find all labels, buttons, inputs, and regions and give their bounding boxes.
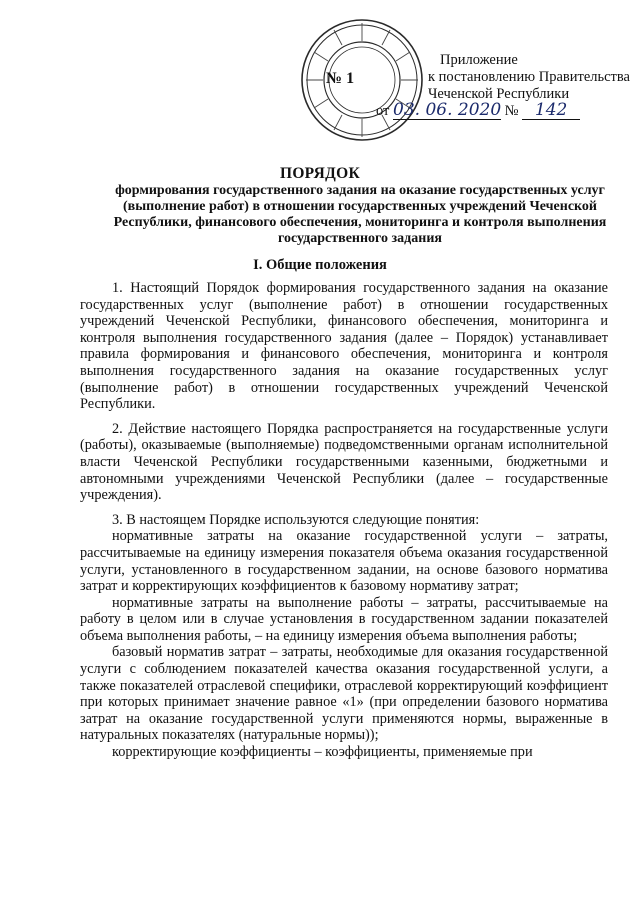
seal-icon [300, 18, 424, 142]
definition-2: нормативные затраты на выполнение работы – затраты, рассчитываемые на работу в целом или в случае установления в государственном задании показателей объема выполнения работы, – на единицу измерения объема выполнения работы; [80, 594, 608, 644]
date-number-row [376, 102, 580, 120]
appendix-block [376, 52, 630, 120]
appendix-line-2: к постановлению Правительства [428, 69, 630, 85]
official-seal [300, 18, 424, 142]
appendix-line-3: Чеченской Республики [428, 86, 570, 102]
section-title: I. Общие положения [253, 257, 387, 273]
handwritten-date: 03. 06. 2020 [393, 100, 502, 120]
from-label: от [376, 103, 390, 119]
definition-1: нормативные затраты на оказание государственной услуги – затраты, рассчитываемые на единицу измерения показателя объема оказания государственной услуги, установленного в государственном задании, на основе базового норматива затрат и корректирующих коэффициентов к базовому нормативу затрат; [80, 528, 608, 595]
paragraph-2: 2. Действие настоящего Порядка распространяется на государственные услуги (работы), оказываемые (выполняемые) подведомственными органам исполнительной власти Чеченской Республики государственными казенными, бюджетными и автономными учреждениями Чеченской Республики (далее – государственные учреждения). [80, 420, 608, 504]
paragraph-1: 1. Настоящий Порядок формирования государственного задания на оказание государственных услуг (выполнение работ) в отношении государственных учреждений Чеченской Республики, финансового обеспечения, мониторинга и контроля выполнения государственного задания (далее – Порядок) устанавливает правила формирования и финансового обеспечения, мониторинга и контроля выполнения государственного задания на оказание государственных услуг (выполнение работ) в отношении государственных учреждений Чеченской Республики. [80, 280, 608, 413]
paragraph-3: 3. В настоящем Порядке используются следующие понятия: [112, 511, 480, 528]
document-subtitle: формирования государственного задания на оказание государственных услуг (выполнение работ) в отношении государственных учреждений Чеченской Республики, финансового обеспечения, мониторинга и контроля выполнения государственного задания [113, 183, 607, 246]
document-title: ПОРЯДОК [279, 165, 361, 182]
number-label: № [504, 103, 519, 119]
definition-3: базовый норматив затрат – затраты, необходимые для оказания государственной услуги с соблюдением показателей качества оказания государственной услуги, а также показателей отраслевой специфики, отраслевой корректирующий коэффициент при которых принимает значение равное «1» (при определении базового норматива затрат на оказание государственной услуги применяются нормы, выраженные в натуральных показателях (натуральные нормы)); [80, 644, 608, 744]
appendix-line-1: Приложение [440, 52, 518, 68]
handwritten-number: 142 [522, 102, 580, 120]
definition-4: корректирующие коэффициенты – коэффициенты, применяемые при [112, 744, 533, 761]
seal-number: № 1 [326, 70, 355, 87]
document-body [80, 280, 608, 761]
